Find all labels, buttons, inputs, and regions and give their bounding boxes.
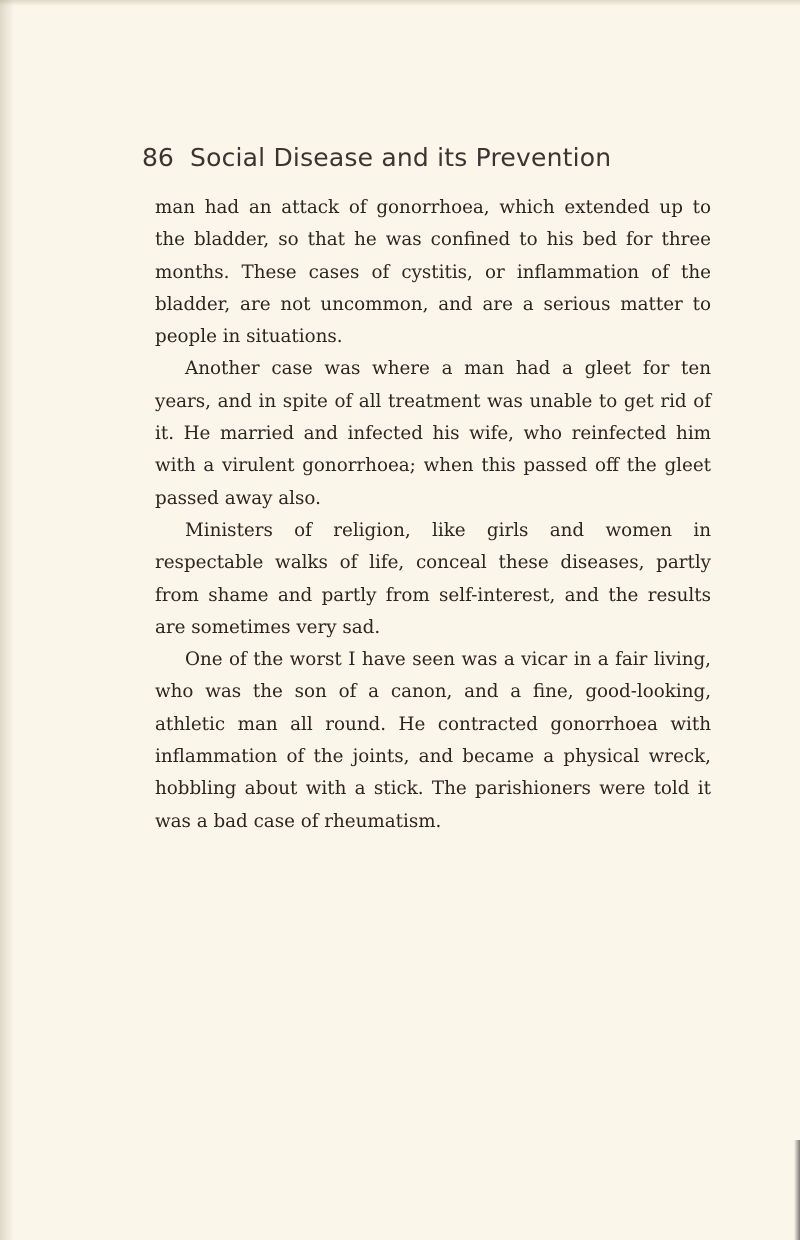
paragraph: Another case was where a man had a gleet for ten years, and in spite of all treatment was unable to get rid of it. He married and infected his wife, who reinfected him with a virulent gonorrhoea; when this passed off the gleet passed away also. [155, 358, 711, 509]
page-number: 86 [142, 143, 174, 172]
page-edge [794, 1140, 800, 1240]
paragraph: Ministers of religion, like girls and women in respectable walks of life, conceal these diseases, partly from shame and partly from self-interest, and the results are sometimes very sad. [155, 519, 711, 638]
body-text [155, 192, 711, 838]
paragraph: One of the worst I have seen was a vicar in a fair living, who was the son of a canon, and a fine, good-looking, athletic man all round. He contracted gonorrhoea with inflammation of the joints, and became a physical wreck, hobbling about with a stick. The parishioners were told it was a bad case of rheumatism. [155, 649, 711, 832]
paragraph: man had an attack of gonorrhoea, which extended up to the bladder, so that he was confined to his bed for three months. These cases of cystitis, or inflammation of the bladder, are not uncommon, and are a serious matter to people in situations. [155, 197, 711, 348]
running-header [142, 143, 702, 183]
page-gutter-shadow [0, 0, 14, 1240]
running-title: Social Disease and its Prevention [190, 143, 612, 172]
page-top-shadow [0, 0, 800, 6]
